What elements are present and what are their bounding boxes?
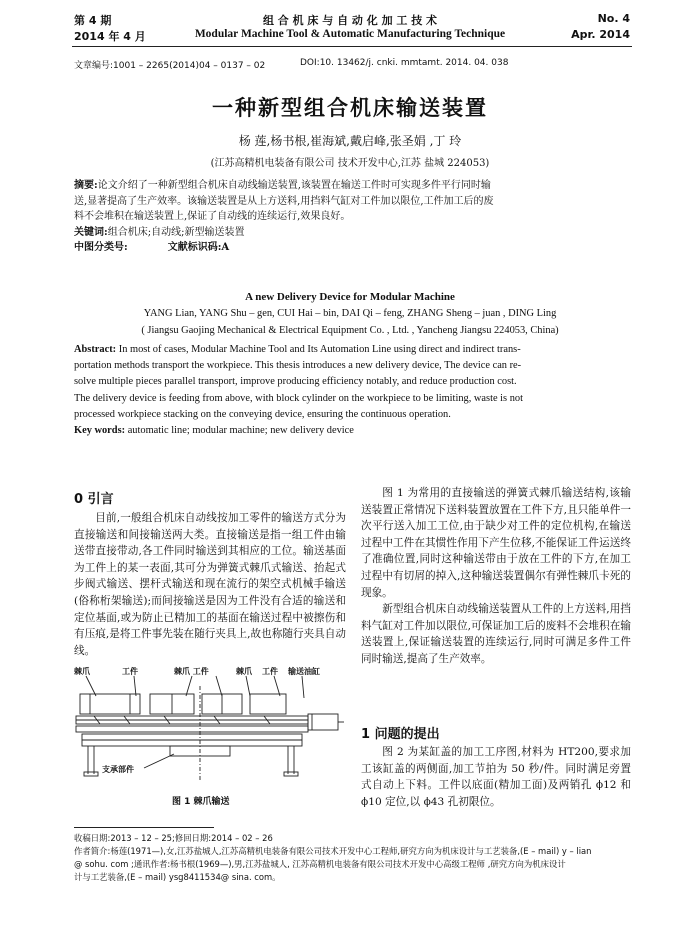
affiliation-cn: (江苏高精机电装备有限公司 技术开发中心,江苏 盐城 224053): [210, 158, 490, 169]
abstract-cn-label: 摘要:: [74, 180, 98, 191]
abstract-cn-line: 送,显著提高了生产效率。该输送装置是从上方送料,用挡料气缸对工件加以限位,工件加工后的废: [74, 195, 494, 207]
footnote-rule: [74, 827, 214, 828]
author-bio-line: @ sohu. com ;通讯作者:杨书根(1969—),男,江苏盐城人, 江苏高精机电装备有限公司技术开发中心高级工程师 ,研究方向为机床设计: [74, 859, 566, 869]
abstract-cn-line: 论文介绍了一种新型组合机床自动线输送装置,该装置在输送工件时可实现多件平行同时输: [97, 180, 491, 191]
footnote: [74, 832, 632, 884]
author-bio-line: 计与工艺装备,(E – mail) ysg8411534@ sina. com。: [74, 872, 281, 882]
abstract-en: [74, 342, 630, 439]
affiliation-en: ( Jiangsu Gaojing Mechanical & Electrical Equipment Co. , Ltd. , Yancheng Jiangsu 224053, China): [141, 325, 559, 336]
paragraph: 图 2 为某缸盖的加工工序图,材料为 HT200,要求加工该缸盖的两侧面,加工节拍为 50 秒/件。同时满足旁置式自动上下料。工件以底面(精加工面)及两销孔 ϕ12 和 ϕ10 定位,以 ϕ43 孔初限位。: [361, 746, 631, 808]
header-journal-cn: 组 合 机 床 与 自 动 化 加 工 技 术: [262, 14, 438, 27]
section-1-heading: 1 问题的提出: [361, 727, 440, 742]
header-date-cn: 2014 年 4 月: [74, 30, 146, 43]
clc-label: 中图分类号:: [74, 242, 128, 254]
received-date: 收稿日期:2013 – 12 – 25;修回日期:2014 – 02 – 26: [74, 833, 273, 843]
article-title-en: A new Delivery Device for Modular Machine: [245, 291, 455, 303]
right-column: [361, 485, 631, 668]
paragraph: 图 1 为常用的直接输送的弹簧式棘爪输送结构,该输送装置正常情况下送料装置放置在工件下方,且只能单件一次平行送入加工工位,由于缺少对工件的定位机构,在输送过程中工件在其惯性作用下产生位移,不能保证工件运送终了准确位置,同时这种输送带由于放在工件的下方,在加工过程中有切屑的掉入,这种输送装置偶尔有弹性棘爪卡死的现象。: [361, 487, 631, 599]
header-journal-en: Modular Machine Tool & Automatic Manufacturing Technique: [194, 28, 506, 40]
keywords-en-label: Key words:: [74, 425, 126, 437]
article-title-cn: 一种新型组合机床输送装置: [212, 95, 488, 120]
header-issue-cn: 第 4 期: [74, 14, 112, 27]
header-issue-en: No. 4: [597, 12, 630, 25]
paragraph: 目前,一般组合机床自动线按加工零件的输送方式分为直接输送和间接输送两大类。直接输送是指一组工件由输送带直接带动,各工件同时输送到其相应的工位。输送基面为工件上的某一表面,其可分为弹簧式棘爪式输送、抬起式步阀式输送、摆杆式输送和现在流行的架空式机械手输送(俗称桁架输送);而间接输送是因为工件没有合适的输送和定位基面,或为防止已精加工的基面在输送过程中被擦伤和有压痕,是将工件事先装在随行夹具上,故也称随行夹具自动线。: [74, 512, 346, 657]
section-1-body: [361, 744, 631, 810]
figure-1-label: 棘爪 工件: [174, 667, 209, 676]
figure-1-label: 工件: [122, 667, 138, 676]
figure-1-support-label: 支承部件: [102, 765, 134, 774]
figure-1-label: 输送油缸: [288, 667, 320, 676]
keywords-cn: 组合机床;自动线;新型输送装置: [107, 226, 245, 238]
abstract-en-line: The delivery device is feeding from above, with block cylinder on the workpiece to be limiting, waste is not: [74, 392, 523, 404]
header-rule: [72, 46, 632, 47]
abstract-cn: [74, 178, 630, 256]
article-number: 文章编号:1001 – 2265(2014)04 – 0137 – 02: [74, 61, 266, 71]
figure-1-label: 工件: [262, 667, 278, 676]
section-0-body: [74, 510, 346, 659]
abstract-en-label: Abstract:: [74, 344, 117, 355]
abstract-en-line: portation methods transport the workpiece. This thesis introduces a new delivery device, The device can re-: [74, 360, 522, 372]
abstract-en-line: processed workpiece stacking on the conveying device, ensuring the continuous operation.: [74, 408, 451, 420]
author-bio-line: 作者简介:杨莲(1971—),女,江苏盐城人,江苏高精机电装备有限公司技术开发中心工程师,研究方向为机床设计与工艺装备,(E – mail) y – lian: [74, 846, 592, 856]
figure-1-caption: 图 1 棘爪输送: [172, 797, 230, 807]
header-date-en: Apr. 2014: [571, 28, 630, 41]
figure-1-label: 棘爪: [74, 667, 90, 676]
figure-1-label: 棘爪: [236, 667, 252, 676]
abstract-cn-line: 料不会堆积在输送装置上,保证了自动线的连续运行,效果良好。: [74, 211, 351, 223]
doc-code: 文献标识码:A: [167, 242, 230, 254]
authors-cn: 杨 莲,杨书根,崔海斌,戴启峰,张圣娟 ,丁 玲: [238, 134, 462, 148]
doi: DOI:10. 13462/j. cnki. mmtamt. 2014. 04. 038: [300, 58, 509, 68]
section-0-heading: 0 引言: [74, 492, 114, 507]
abstract-en-line: solve multiple pieces parallel transport, improve producing efficiency notably, and reduce production cost.: [74, 376, 517, 388]
keywords-cn-label: 关键词:: [74, 226, 108, 238]
figure-1: [74, 668, 346, 788]
authors-en: YANG Lian, YANG Shu – gen, CUI Hai – bin, DAI Qi – feng, ZHANG Sheng – juan , DING Ling: [143, 308, 557, 319]
paragraph: 新型组合机床自动线输送装置从工件的上方送料,用挡料气缸对工件加以限位,可保证加工后的废料不会堆积在输送装置上,保证输送装置的连续运行,同时可满足多件工件同时输送,提高了生产效率。: [361, 603, 631, 665]
abstract-en-line: In most of cases, Modular Machine Tool and Its Automation Line using direct and indirect trans-: [116, 344, 521, 355]
keywords-en: automatic line; modular machine; new delivery device: [125, 425, 354, 437]
